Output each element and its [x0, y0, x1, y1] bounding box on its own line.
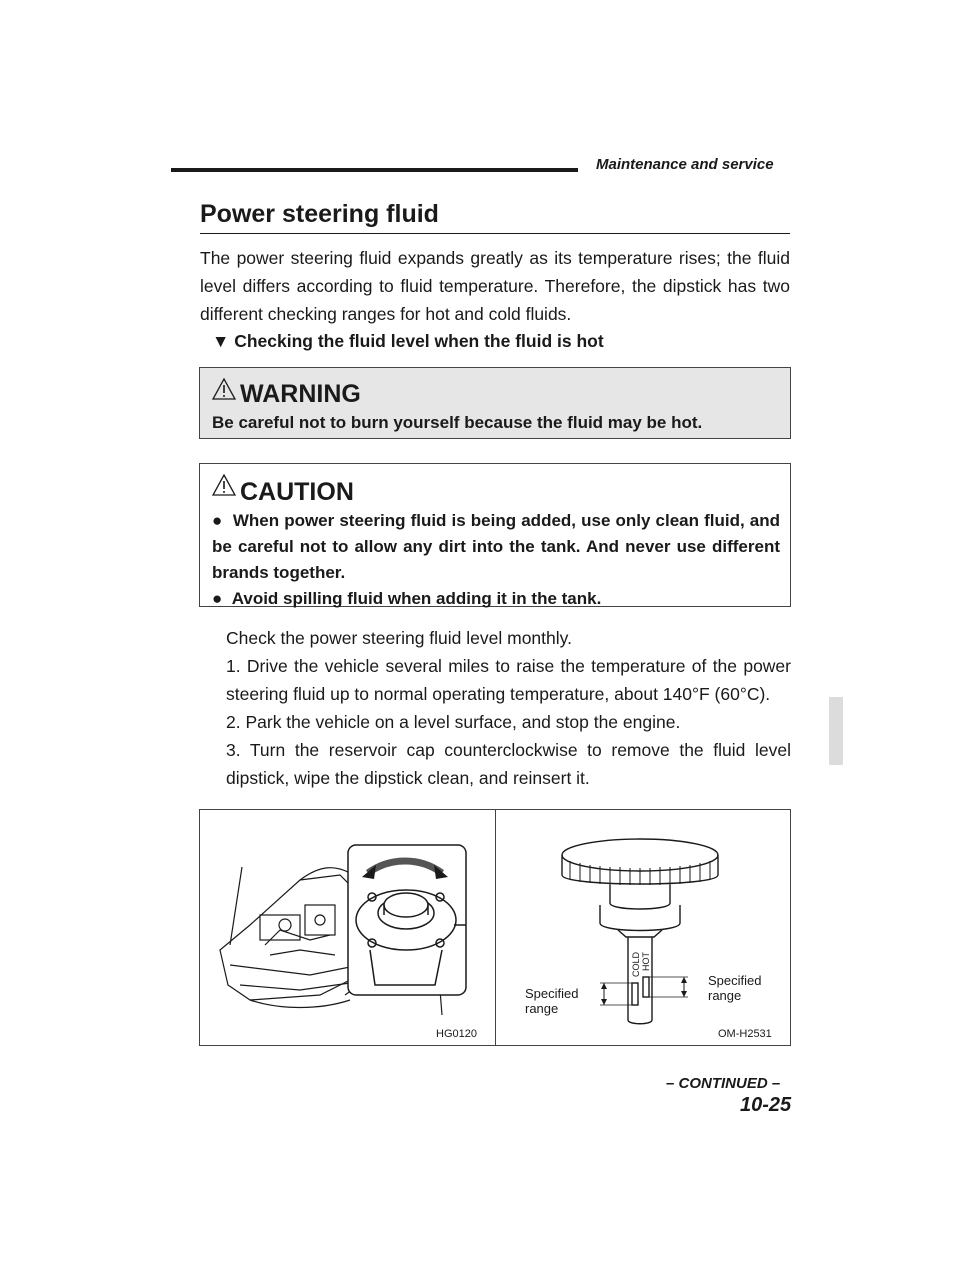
caution-label: CAUTION [240, 478, 354, 506]
subheading [212, 331, 604, 352]
warning-text: Be careful not to burn yourself because the fluid may be hot. [212, 413, 703, 432]
page-title: Power steering fluid [200, 200, 439, 228]
steps-list [226, 624, 791, 792]
step-item: 2. Park the vehicle on a level surface, and stop the engine. [226, 712, 681, 732]
header-rule [171, 168, 578, 172]
step-item: Check the power steering fluid level monthly. [226, 628, 572, 648]
figure-code-right: OM-H2531 [718, 1028, 772, 1040]
step-item: 1. Drive the vehicle several miles to raise the temperature of the power steering fluid up to normal operating temperature, about 140°F (60°C). [226, 656, 791, 704]
page-number: 10-25 [740, 1094, 792, 1116]
warning-box [199, 367, 791, 439]
section-header: Maintenance and service [596, 156, 774, 173]
section-side-tab [829, 697, 843, 765]
figure-divider [495, 810, 496, 1045]
caution-box [199, 463, 791, 607]
specified-range-right-label: Specified range [708, 973, 762, 1003]
warning-label: WARNING [240, 380, 361, 408]
caution-icon [212, 474, 236, 496]
figure-code-left: HG0120 [436, 1028, 477, 1040]
dipstick-cold-mark: COLD [631, 951, 641, 977]
step-item: 3. Turn the reservoir cap counterclockwise to remove the fluid level dipstick, wipe the dipstick clean, and reinsert it. [226, 740, 791, 788]
bullet-icon: ● [212, 511, 233, 530]
caution-item: ● When power steering fluid is being added, use only clean fluid, and be careful not to allow any dirt into the tank. And never use different brands together. [212, 511, 780, 582]
dipstick-hot-mark: HOT [641, 952, 651, 971]
specified-range-left-label: Specified range [525, 986, 579, 1016]
engine-bay-illustration [210, 835, 490, 1025]
subheading-text: Checking the fluid level when the fluid is hot [234, 331, 604, 351]
warning-icon [212, 378, 236, 400]
triangle-bullet-icon: ▼ [212, 331, 230, 351]
figure-panel [199, 809, 791, 1046]
intro-paragraph: The power steering fluid expands greatly as its temperature rises; the fluid level differs according to fluid temperature. Therefore, the dipstick has two different checking ranges for hot and cold fluids. [200, 248, 790, 324]
bullet-icon: ● [212, 589, 232, 608]
title-rule [200, 233, 790, 234]
caution-text [212, 508, 780, 612]
caution-item: ● Avoid spilling fluid when adding it in the tank. [212, 589, 602, 608]
continued-label: – CONTINUED – [666, 1075, 781, 1092]
